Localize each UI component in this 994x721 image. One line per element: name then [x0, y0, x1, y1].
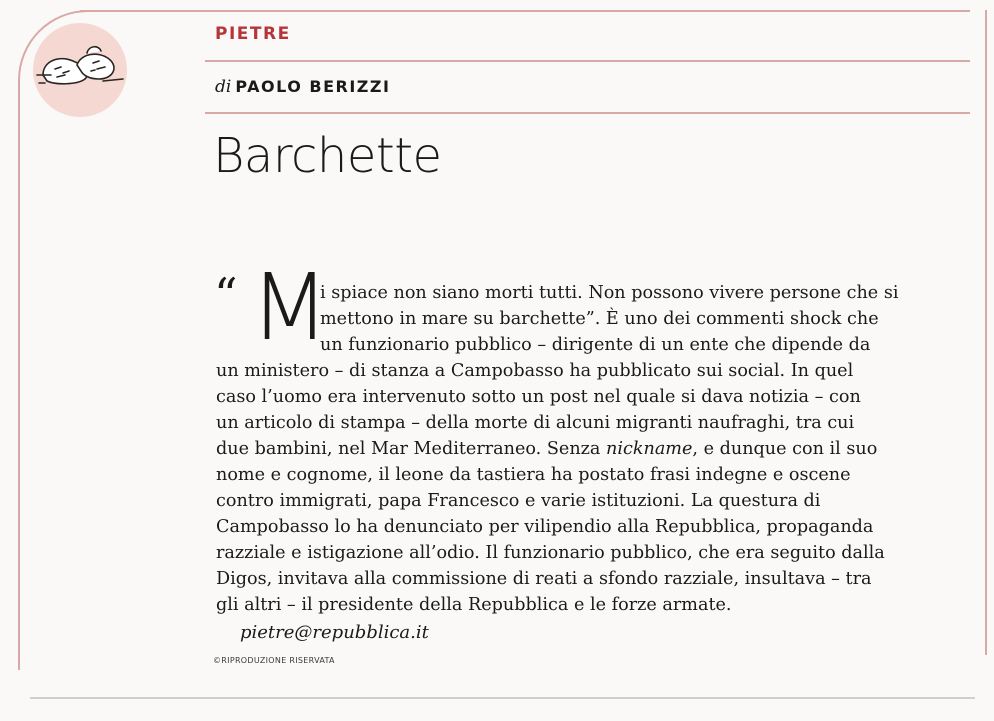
article-line: un articolo di stampa – della morte di alcuni migranti naufraghi, tra cui	[216, 413, 855, 433]
article-line: Digos, invitava alla commissione di reati a sfondo razziale, insultava – tra	[216, 569, 872, 589]
article-line: Campobasso lo ha denunciato per vilipendio alla Repubblica, propaganda	[216, 517, 874, 537]
byline-prefix: di	[215, 77, 232, 97]
frame-right-line	[985, 10, 987, 655]
article-line: razziale e istigazione all’odio. Il funzionario pubblico, che era seguito dalla	[216, 543, 885, 563]
rule-under-section	[205, 60, 970, 62]
article-line: gli altri – il presidente della Repubblica e le forze armate.	[216, 595, 732, 615]
rule-under-byline	[205, 112, 970, 114]
section-label: PIETRE	[215, 24, 291, 44]
copyright-notice: ©RIPRODUZIONE RISERVATA	[213, 656, 335, 665]
italic-nickname: nickname	[606, 439, 693, 459]
article-line: nome e cognome, il leone da tastiera ha postato frasi indegne e oscene	[216, 465, 851, 485]
stones-icon	[33, 23, 127, 117]
article-line: caso l’uomo era intervenuto sotto un post nel quale si dava notizia – con	[216, 387, 861, 407]
dropcap: M	[250, 254, 330, 361]
article-line	[216, 438, 877, 460]
article-line: un ministero – di stanza a Campobasso ha pubblicato sui social. In quel	[216, 361, 854, 381]
open-quote: “	[214, 268, 238, 322]
byline	[215, 77, 390, 97]
article-line-head: due bambini, nel Mar Mediterraneo. Senza	[216, 439, 607, 459]
article-line: i spiace non siano morti tutti. Non possono vivere persone che si	[320, 283, 899, 303]
frame-top-line	[80, 10, 970, 12]
article-line: un funzionario pubblico – dirigente di un ente che dipende da	[320, 335, 871, 355]
article-line-tail: , e dunque con il suo	[692, 439, 878, 459]
headline: Barchette	[213, 128, 442, 184]
author-email: pietre@repubblica.it	[240, 622, 429, 643]
article-line: mettono in mare su barchette”. È uno dei commenti shock che	[320, 309, 879, 329]
byline-author: PAOLO BERIZZI	[235, 77, 391, 96]
article-line: contro immigrati, papa Francesco e varie istituzioni. La questura di	[216, 491, 821, 511]
bottom-rule	[30, 697, 975, 699]
